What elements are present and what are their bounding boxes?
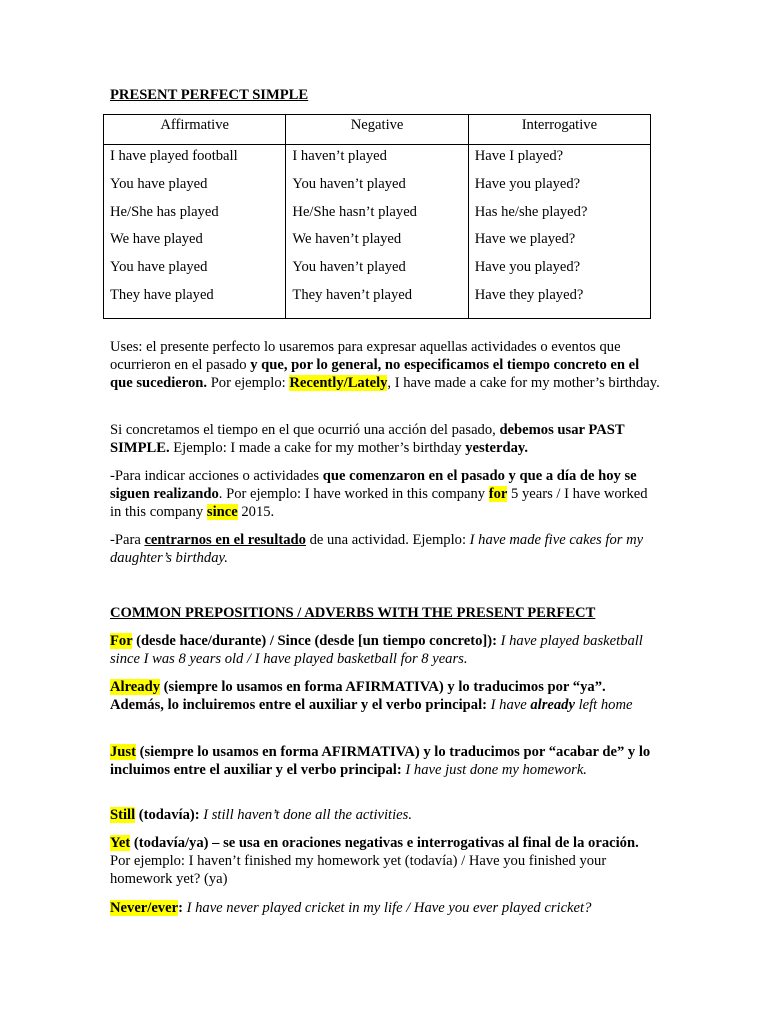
adverb-just xyxy=(110,743,662,779)
negative-form: You haven’t played xyxy=(292,259,406,276)
header-affirmative: Affirmative xyxy=(104,115,286,145)
highlighted-term: for xyxy=(488,486,508,502)
interrogative-form: Has he/she played? xyxy=(474,203,588,220)
page-title: PRESENT PERFECT SIMPLE xyxy=(110,87,309,103)
text-run: Uses: el presente perfecto lo usaremos para expresar aquellas actividades o eventos que ocurrieron en el pasado xyxy=(110,339,621,373)
affirmative-cell xyxy=(104,145,286,319)
bold-run: (siempre lo usamos en forma AFIRMATIVA) y lo traducimos por “ya”. Además, lo incluiremos entre el auxiliar y el verbo principal: xyxy=(110,679,606,713)
negative-form: He/She hasn’t played xyxy=(292,203,417,220)
adverb-for xyxy=(110,632,662,668)
negative-form: I haven’t played xyxy=(292,148,387,164)
affirmative-form: We have played xyxy=(110,231,203,248)
interrogative-cell xyxy=(468,145,650,319)
underlined-run: centrarnos en el resultado xyxy=(144,532,306,548)
text-run: Por ejemplo: xyxy=(207,375,290,391)
header-negative: Negative xyxy=(286,115,468,145)
bold-run: (desde hace/durante) / Since (desde [un tiempo concreto]): xyxy=(132,633,497,649)
highlighted-term: Never/ever xyxy=(110,900,179,916)
text-run: . Por ejemplo: I have worked in this company xyxy=(218,486,489,502)
bold-italic-run: already xyxy=(530,697,575,713)
interrogative-form: Have you played? xyxy=(474,175,581,192)
negative-form: You haven’t played xyxy=(292,175,406,192)
text-run: 2015. xyxy=(237,504,275,520)
highlighted-term: Recently/Lately xyxy=(289,375,388,391)
italic-run: I have played basketball since I was 8 years old / I have played basketball for 8 years. xyxy=(110,633,643,667)
adverb-still xyxy=(110,806,662,824)
italic-run: I have just done my homework. xyxy=(401,762,587,778)
negative-form: We haven’t played xyxy=(292,231,402,248)
bold-run: y que, por lo general, no especificamos el tiempo concreto en el que sucedieron. xyxy=(110,357,640,391)
text-run: -Para indicar acciones o actividades xyxy=(110,468,323,484)
highlighted-term: Still xyxy=(110,807,136,823)
affirmative-form: He/She has played xyxy=(110,203,219,220)
highlighted-term: For xyxy=(110,633,133,649)
interrogative-form: Have we played? xyxy=(474,231,576,248)
section-title: COMMON PREPOSITIONS / ADVERBS WITH THE PRESENT PERFECT xyxy=(110,605,596,621)
affirmative-form: They have played xyxy=(110,286,214,303)
interrogative-form: Have you played? xyxy=(474,259,581,276)
table-header-row xyxy=(104,115,651,145)
bold-run: : xyxy=(178,900,183,916)
text-run: 5 years / I have worked in this company xyxy=(110,486,648,520)
italic-run: I have made five cakes for my daughter’s birthday. xyxy=(110,532,644,566)
bold-run: que comenzaron en el pasado y que a día de hoy se siguen realizando xyxy=(110,468,637,502)
bold-run: yesterday. xyxy=(465,440,529,456)
negative-cell xyxy=(286,145,468,319)
interrogative-form: Have I played? xyxy=(474,148,564,164)
highlighted-term: Just xyxy=(110,744,136,760)
text-run: de una actividad. Ejemplo: xyxy=(305,532,470,548)
bold-run: (todavía/ya) – se usa en oraciones negativas e interrogativas al final de la oración. xyxy=(130,835,639,851)
affirmative-form: I have played football xyxy=(110,148,238,164)
italic-run: left home xyxy=(574,697,633,713)
highlighted-term: since xyxy=(206,504,238,520)
result-paragraph xyxy=(110,531,662,567)
continuing-actions-paragraph xyxy=(110,467,662,521)
italic-run: I have xyxy=(486,697,531,713)
header-interrogative: Interrogative xyxy=(468,115,650,145)
text-run: , I have made a cake for my mother’s birthday. xyxy=(387,375,660,391)
adverb-already xyxy=(110,678,662,714)
table-row xyxy=(104,145,651,319)
past-simple-paragraph xyxy=(110,421,662,457)
italic-run: I still haven’t done all the activities. xyxy=(199,807,412,823)
highlighted-term: Yet xyxy=(110,835,131,851)
adverb-yet xyxy=(110,834,662,888)
conjugation-table xyxy=(103,114,651,319)
bold-run: debemos usar PAST SIMPLE. xyxy=(110,422,625,456)
interrogative-form: Have they played? xyxy=(474,286,584,303)
adverb-never-ever xyxy=(110,899,662,917)
affirmative-form: You have played xyxy=(110,175,208,192)
affirmative-form: You have played xyxy=(110,259,208,276)
highlighted-term: Already xyxy=(110,679,160,695)
uses-paragraph xyxy=(110,338,662,392)
bold-run: (siempre lo usamos en forma AFIRMATIVA) y lo traducimos por “acabar de” y lo incluimos entre el auxiliar y el verbo principal: xyxy=(110,744,651,778)
text-run: Si concretamos el tiempo en el que ocurrió una acción del pasado, xyxy=(110,422,500,438)
text-run: -Para xyxy=(110,532,145,548)
negative-form: They haven’t played xyxy=(292,286,413,303)
italic-run: I have never played cricket in my life / Have you ever played cricket? xyxy=(182,900,592,916)
text-run: Por ejemplo: I haven’t finished my homework yet (todavía) / Have you finished your homework yet? (ya) xyxy=(110,853,607,887)
text-run: Ejemplo: I made a cake for my mother’s birthday xyxy=(169,440,466,456)
bold-run: (todavía): xyxy=(135,807,200,823)
